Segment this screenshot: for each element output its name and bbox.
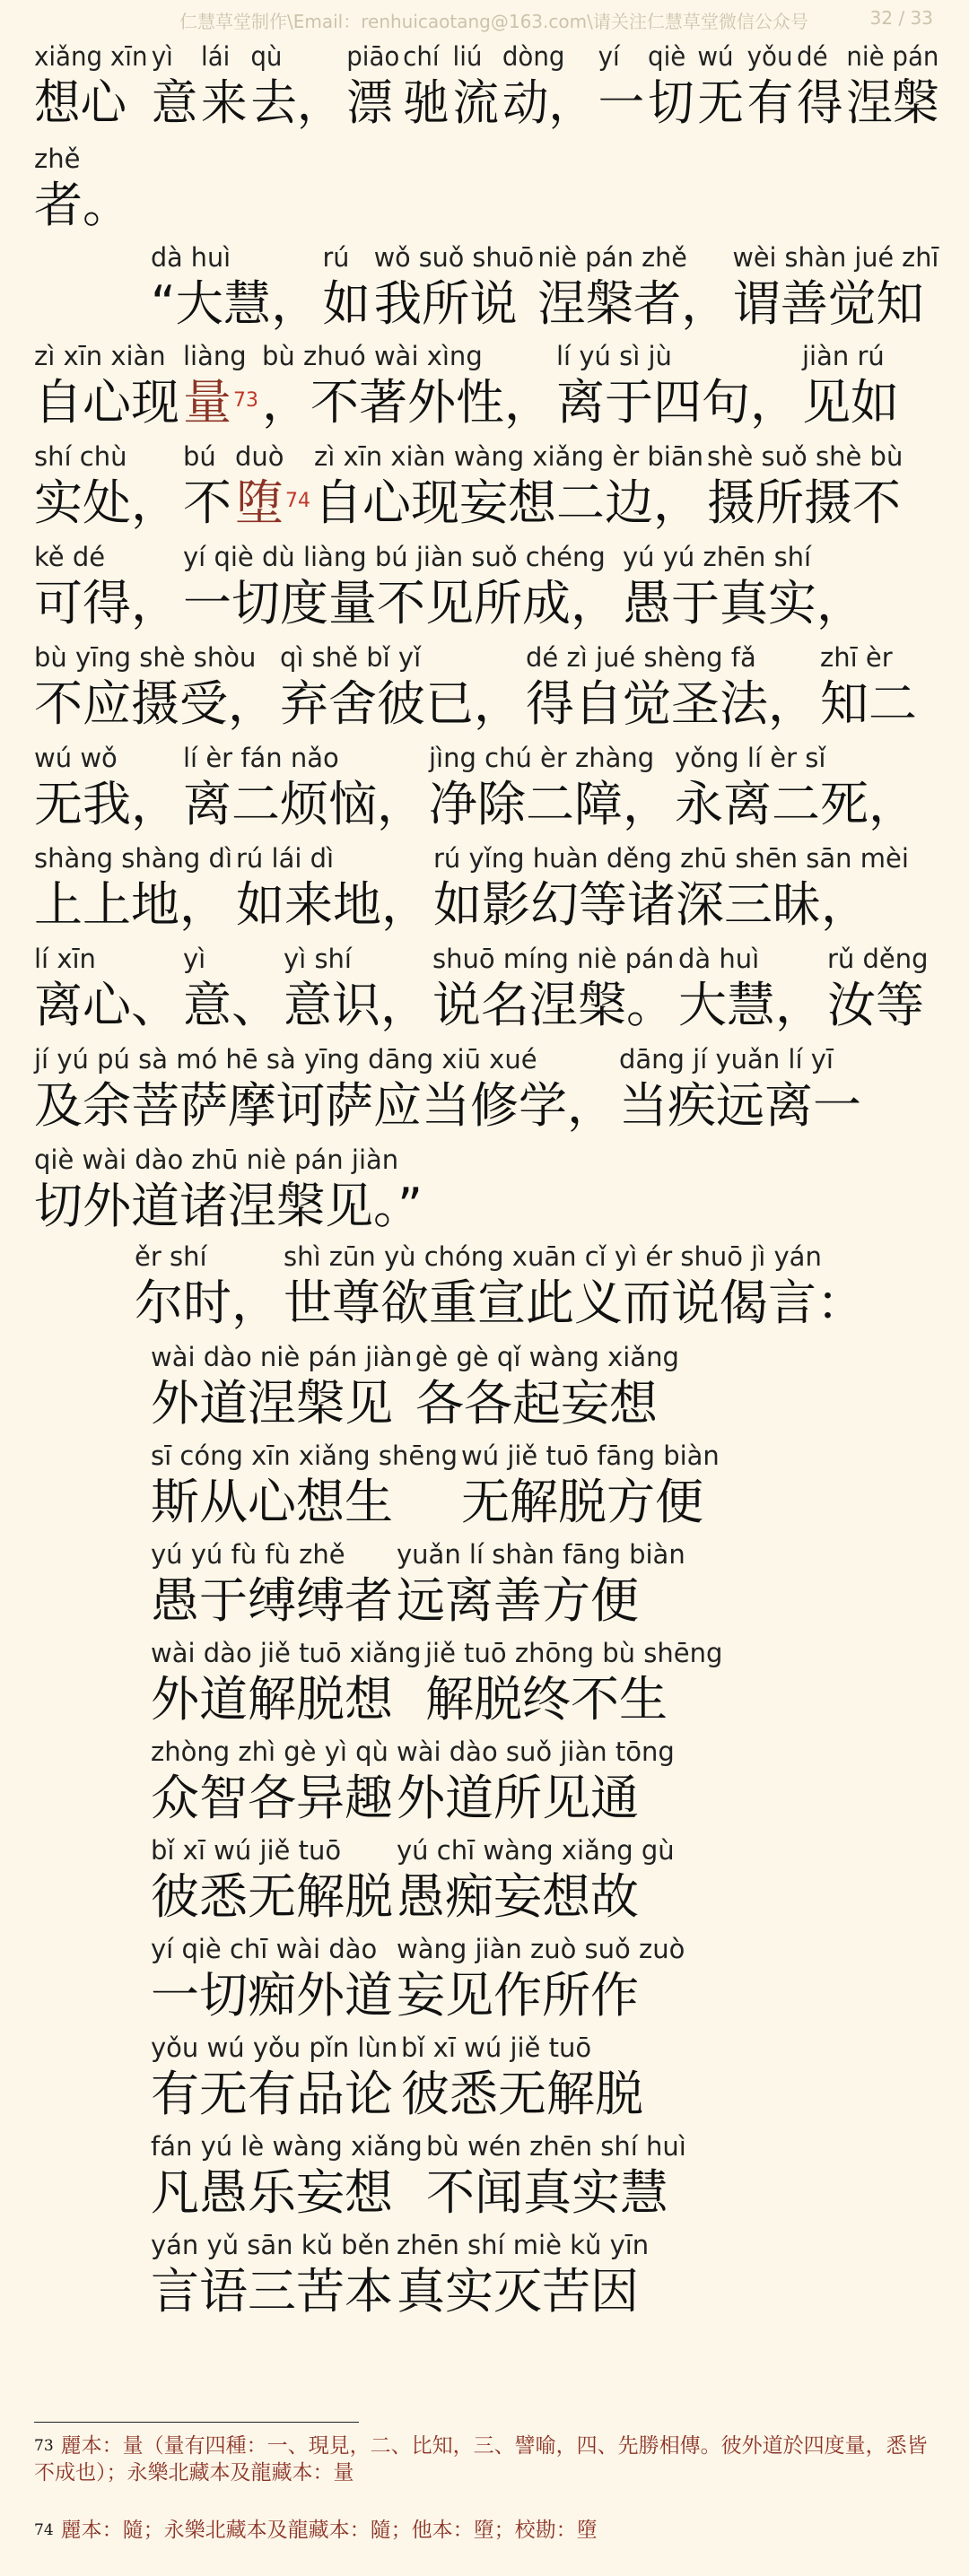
hanzi: 如来地， — [236, 876, 430, 933]
text-line — [0, 542, 969, 649]
hanzi: 意 — [151, 74, 198, 131]
hanzi: 一切痴外道 — [151, 1967, 393, 2023]
hanzi: 想心 — [34, 74, 127, 131]
hanzi: 意识， — [284, 977, 429, 1033]
hanzi: 弃舍彼已， — [280, 675, 522, 732]
pinyin: jiě tuō zhōng bù shēng — [425, 1638, 723, 1668]
pinyin: bù yīng shè shòu — [34, 642, 257, 673]
hanzi: 一 — [598, 74, 645, 131]
pinyin: niè pán zhě — [537, 242, 687, 273]
pinyin: duò — [235, 441, 284, 472]
footnote-divider — [34, 2422, 359, 2423]
hanzi: 堕$^{74}$ — [235, 474, 310, 531]
hanzi: 凡愚乐妄想 — [151, 2164, 393, 2221]
text-line — [0, 1835, 969, 1943]
hanzi: 言语三苦本 — [151, 2263, 393, 2319]
hanzi: 实处， — [34, 474, 179, 531]
pinyin: shè suǒ shè bù — [707, 441, 904, 472]
pinyin: gè gè qǐ wàng xiǎng — [415, 1342, 679, 1372]
pinyin: yì — [151, 41, 173, 72]
pinyin: yú yú fù fù zhě — [151, 1539, 345, 1570]
page-number: 32 / 33 — [869, 7, 933, 29]
hanzi: 流 — [452, 74, 500, 131]
pinyin: yǒu wú yǒu pǐn lùn — [151, 2032, 398, 2063]
text-line — [0, 1044, 969, 1152]
hanzi: 外道所见通 — [397, 1770, 639, 1826]
pinyin: fán yú lè wàng xiǎng — [151, 2131, 423, 2162]
pinyin: yǒng lí èr sǐ — [675, 743, 826, 773]
hanzi: 自心现 — [34, 374, 179, 431]
hanzi: 众智各异趣 — [151, 1770, 393, 1826]
pinyin: liàng — [183, 341, 247, 371]
pinyin: lái — [201, 41, 231, 72]
pinyin: dà huì — [151, 242, 231, 273]
hanzi: 无 — [697, 74, 744, 131]
pinyin: bǐ xī wú jiě tuō — [401, 2032, 592, 2063]
text-line — [0, 1736, 969, 1844]
pinyin: dé — [797, 41, 828, 72]
hanzi: 真实灭苦因 — [397, 2263, 639, 2319]
text-line — [0, 743, 969, 850]
pinyin: ěr shí — [135, 1241, 207, 1272]
hanzi: 离于四句， — [556, 374, 799, 431]
pinyin: rú lái dì — [236, 843, 335, 874]
pinyin: rú yǐng huàn děng zhū shēn sān mèi — [433, 843, 909, 874]
pinyin: zhī èr — [820, 642, 893, 673]
pinyin: bù wén zhēn shí huì — [426, 2131, 686, 2162]
text-line — [0, 843, 969, 951]
text-line — [0, 441, 969, 549]
pinyin: wú jiě tuō fāng biàn — [461, 1440, 720, 1471]
hanzi: 说名涅槃。 — [432, 977, 675, 1033]
hanzi: 动， — [502, 74, 595, 131]
hanzi: ，不著外性， — [262, 374, 553, 431]
text-line — [2, 242, 958, 350]
pinyin: qiè — [648, 41, 686, 72]
hanzi: 彼悉无解脱 — [401, 2066, 643, 2122]
pinyin: zhēn shí miè kǔ yīn — [397, 2230, 650, 2260]
pinyin: piāo — [346, 41, 400, 72]
footnote-74: $^{74}$ 麗本：隨；永樂北藏本及龍藏本：隨；他本：墮；校勘：墮 — [34, 2519, 598, 2542]
hanzi: 如影幻等诸深三昧， — [433, 876, 869, 933]
pinyin: lí xīn — [34, 944, 96, 974]
hanzi: 一切度量不见所成， — [183, 575, 619, 631]
pinyin: shí chù — [34, 441, 127, 472]
pinyin: yì — [183, 944, 206, 974]
hanzi: 离二烦恼， — [183, 776, 425, 832]
hanzi: 得 — [797, 74, 843, 131]
text-line — [2, 41, 939, 149]
pinyin: qì shě bǐ yǐ — [280, 642, 422, 673]
pinyin: jiàn rú — [802, 341, 885, 371]
hanzi: 无我， — [34, 776, 179, 832]
text-line — [0, 1539, 969, 1647]
hanzi: 不应摄受， — [34, 675, 276, 732]
hanzi: 上上地， — [34, 876, 228, 933]
pinyin: yí qiè dù liàng bú jiàn suǒ chéng — [183, 542, 606, 572]
text-line — [0, 1440, 969, 1548]
pinyin: yí qiè chī wài dào — [151, 1934, 378, 1964]
pinyin: yì shí — [284, 944, 352, 974]
hanzi: 净除二障， — [429, 776, 671, 832]
hanzi: 外道解脱想 — [151, 1671, 393, 1727]
pinyin: jìng chú èr zhàng — [429, 743, 655, 773]
hanzi: 见如 — [802, 374, 899, 431]
hanzi: 愚于缚缚者 — [151, 1572, 393, 1629]
pinyin: wài dào niè pán jiàn — [151, 1342, 413, 1372]
text-line — [0, 2032, 969, 2140]
pinyin: xiǎng xīn — [34, 41, 148, 72]
hanzi: 谓善觉知 — [732, 275, 924, 332]
pinyin: yú yú zhēn shí — [623, 542, 812, 572]
hanzi: 斯从心想生 — [151, 1474, 393, 1530]
hanzi: 漂 — [346, 74, 393, 131]
hanzi: 切外道诸涅槃见。” — [34, 1178, 423, 1234]
text-line — [0, 1144, 969, 1252]
pinyin: zì xīn xiàn wàng xiǎng èr biān — [314, 441, 703, 472]
footnote-ref[interactable]: 74 — [285, 490, 310, 512]
pinyin: zì xīn xiàn — [34, 341, 166, 371]
footnote-ref[interactable]: 73 — [233, 389, 258, 412]
pinyin: dà huì — [678, 944, 760, 974]
pinyin: chí — [403, 41, 440, 72]
pinyin: sī cóng xīn xiǎng shēng — [151, 1440, 458, 1471]
pinyin: shàng shàng dì — [34, 843, 232, 874]
pinyin: wǒ suǒ shuō — [373, 242, 535, 273]
hanzi: 来 — [201, 74, 248, 131]
hanzi: 外道涅槃见 — [151, 1375, 393, 1432]
hanzi: 者。 — [34, 177, 131, 233]
hanzi: “大慧， — [151, 275, 319, 332]
pinyin: yí — [598, 41, 620, 72]
text-line — [0, 341, 969, 448]
hanzi: 解脱终不生 — [425, 1671, 668, 1727]
hanzi: 不 — [183, 474, 231, 531]
hanzi: 愚于真实， — [623, 575, 865, 631]
hanzi: 尔时， — [135, 1275, 280, 1331]
hanzi: 我所说 — [373, 275, 518, 332]
pinyin: qiè wài dào zhū niè pán jiàn — [34, 1144, 399, 1175]
pinyin: zhě — [34, 144, 81, 174]
pinyin: bù zhuó wài xìng — [262, 341, 483, 371]
hanzi: 世尊欲重宣此义而说偈言： — [284, 1275, 865, 1331]
pinyin: wú wǒ — [34, 743, 118, 773]
hanzi: 彼悉无解脱 — [151, 1868, 393, 1925]
pinyin: shuō míng niè pán — [432, 944, 675, 974]
pinyin: bú — [183, 441, 216, 472]
pinyin: shì zūn yù chóng xuān cǐ yì ér shuō jì yán — [284, 1241, 822, 1272]
hanzi: 涅槃者， — [537, 275, 729, 332]
hanzi: 量$^{73}$ — [183, 374, 258, 431]
pinyin: lí èr fán nǎo — [183, 743, 339, 773]
pinyin: qù — [250, 41, 283, 72]
hanzi: 永离二死， — [675, 776, 917, 832]
text-line — [0, 1342, 969, 1449]
pinyin: wài dào suǒ jiàn tōng — [397, 1736, 675, 1767]
page-header — [0, 0, 969, 39]
hanzi: 汝等 — [827, 977, 924, 1033]
pinyin: wú — [697, 41, 734, 72]
text-line — [0, 2131, 969, 2239]
text-line — [0, 1638, 969, 1745]
hanzi: 愚痴妄想故 — [397, 1868, 639, 1925]
text-line — [0, 642, 969, 750]
header-credit: 仁慧草堂制作\Email：renhuicaotang@163.com\请关注仁慧草堂微信公众号 — [179, 11, 808, 32]
pinyin: lí yú sì jù — [556, 341, 672, 371]
pinyin: jí yú pú sà mó hē sà yīng dāng xiū xué — [34, 1044, 537, 1075]
hanzi: 有无有品论 — [151, 2066, 393, 2122]
hanzi: 知二 — [820, 675, 917, 732]
hanzi: 远离善方便 — [397, 1572, 639, 1629]
pinyin: zhòng zhì gè yì qù — [151, 1736, 388, 1767]
hanzi: 各各起妄想 — [415, 1375, 658, 1432]
text-line — [0, 144, 969, 251]
pinyin: yuǎn lí shàn fāng biàn — [397, 1539, 685, 1570]
hanzi: 当疾远离一 — [619, 1077, 861, 1134]
hanzi: 无解脱方便 — [461, 1474, 703, 1530]
pinyin: dòng — [502, 41, 565, 72]
hanzi: 意、 — [183, 977, 280, 1033]
pinyin: wàng jiàn zuò suǒ zuò — [397, 1934, 685, 1964]
text-line — [0, 2230, 969, 2337]
hanzi: 切 — [648, 74, 694, 131]
hanzi: 不闻真实慧 — [426, 2164, 668, 2221]
pinyin: kě dé — [34, 542, 106, 572]
pinyin: dāng jí yuǎn lí yī — [619, 1044, 834, 1075]
hanzi: 可得， — [34, 575, 179, 631]
pinyin: niè pán — [846, 41, 939, 72]
hanzi: 大慧， — [678, 977, 824, 1033]
pinyin: wèi shàn jué zhī — [732, 242, 939, 273]
pinyin: yú chī wàng xiǎng gù — [397, 1835, 675, 1866]
pinyin: liú — [452, 41, 483, 72]
pinyin: rú — [322, 242, 350, 273]
pinyin: yán yǔ sān kǔ běn — [151, 2230, 390, 2260]
text-line — [0, 1934, 969, 2041]
text-line — [0, 944, 969, 1051]
text-line — [0, 1241, 969, 1349]
hanzi: 有 — [746, 74, 794, 131]
hanzi: 得自觉圣法， — [526, 675, 816, 732]
hanzi: 自心现妄想二边， — [314, 474, 702, 531]
pinyin: wài dào jiě tuō xiǎng — [151, 1638, 422, 1668]
hanzi: 妄见作所作 — [397, 1967, 639, 2023]
hanzi: 离心、 — [34, 977, 179, 1033]
pinyin: dé zì jué shèng fǎ — [526, 642, 756, 673]
pinyin: yǒu — [746, 41, 793, 72]
hanzi: 及余菩萨摩诃萨应当修学， — [34, 1077, 615, 1134]
footnote-73: $^{73}$ 麗本：量（量有四種：一、現見，二、比知，三、譬喻，四、先勝相傳。彼外道於四度量，悉皆不成也）；永樂北藏本及龍藏本：量 — [34, 2434, 928, 2485]
pinyin: bǐ xī wú jiě tuō — [151, 1835, 342, 1866]
hanzi: 如 — [322, 275, 371, 332]
hanzi: 摄所摄不 — [707, 474, 901, 531]
hanzi: 去， — [250, 74, 344, 131]
pinyin: rǔ děng — [827, 944, 929, 974]
hanzi: 涅槃 — [846, 74, 939, 131]
hanzi: 驰 — [403, 74, 450, 131]
